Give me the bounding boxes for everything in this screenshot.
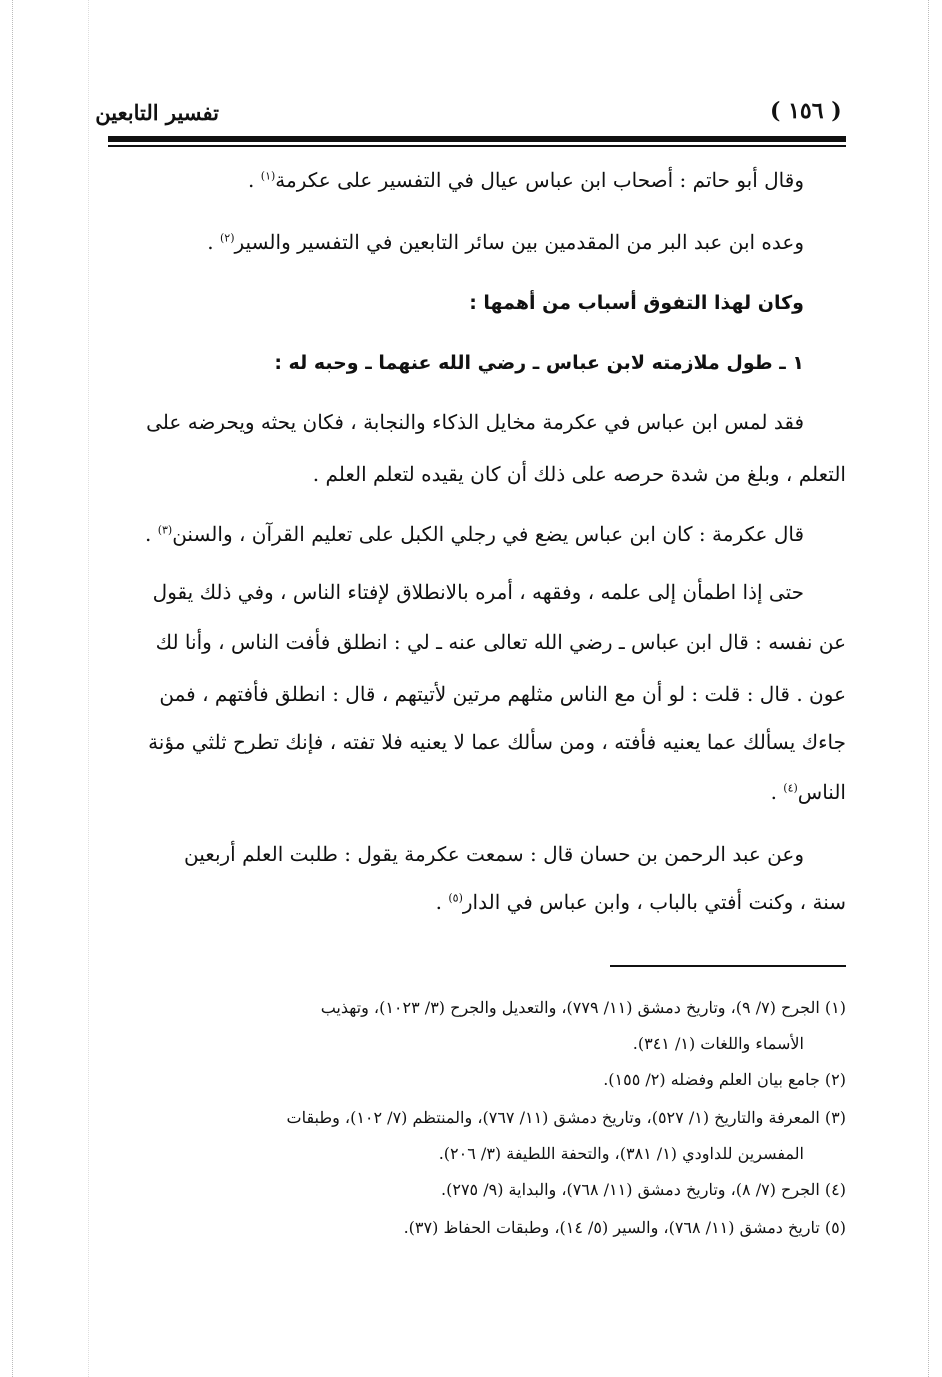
footnote-3-line-1: (٣) المعرفة والتاريخ (١/ ٥٢٧)، وتاريخ دمشق (١١/ ٧٦٧)، والمنتظم (٧/ ١٠٢)، وطبقات — [286, 1108, 846, 1127]
text-line-1: وقال أبو حاتم : أصحاب ابن عباس عيال في التفسير على عكرمة$^{(١)}$ . — [248, 168, 804, 192]
paragraph-3-line-5: الناس$^{(٤)}$ . — [770, 780, 846, 804]
paragraph-3-line-1: حتى إذا اطمأن إلى علمه ، وفقهه ، أمره بالانطلاق لإفتاء الناس ، وفي ذلك يقول — [152, 580, 804, 604]
subsection-heading: ١ ـ طول ملازمته لابن عباس ـ رضي الله عنهما ـ وحبه له : — [274, 352, 804, 374]
paragraph-1-line-2: التعلم ، وبلغ من شدة حرصه على ذلك أن كان يقيده لتعلم العلم . — [312, 462, 846, 486]
footnote-ref-2: (٢) — [220, 231, 235, 245]
paragraph-4-line-2: سنة ، وكنت أفتي بالباب ، وابن عباس في الدار$^{(٥)}$ . — [435, 890, 846, 914]
footnote-5: (٥) تاريخ دمشق (١١/ ٧٦٨)، والسير (٥/ ١٤)، وطبقات الحفاظ (٣٧). — [403, 1218, 846, 1237]
scan-margin-right — [928, 0, 931, 1377]
paragraph-3-line-4: جاءك يسألك عما يعنيه فأفته ، ومن سألك عما لا يعنيه فلا تفته ، فإنك تطرح ثلثي مؤنة — [148, 730, 846, 754]
footnote-ref-1: (١) — [260, 169, 276, 183]
page-number: ( ١٥٦ ) — [770, 98, 842, 124]
footnote-ref-3: (٣) — [157, 523, 173, 537]
paragraph-4-line-1: وعن عبد الرحمن بن حسان قال : سمعت عكرمة يقول : طلبت العلم أربعين — [184, 842, 804, 866]
footnote-1-line-1: (١) الجرح (٧/ ٩)، وتاريخ دمشق (١١/ ٧٧٩)، والتعديل والجرح (٣/ ١٠٢٣)، وتهذيب — [320, 998, 846, 1017]
footnote-ref-4: (٤) — [783, 781, 798, 795]
section-heading: وكان لهذا التفوق أسباب من أهمها : — [469, 292, 804, 314]
paragraph-1-line-1: فقد لمس ابن عباس في عكرمة مخايل الذكاء والنجابة ، فكان يحثه ويحرضه على — [146, 410, 804, 434]
running-title: تفسير التابعين — [95, 100, 219, 125]
paragraph-3-line-2: عن نفسه : قال ابن عباس ـ رضي الله تعالى عنه ـ لي : انطلق فأفت الناس ، وأنا لك — [155, 630, 846, 654]
scan-margin-left — [12, 0, 15, 1377]
text-line-2: وعده ابن عبد البر من المقدمين بين سائر التابعين في التفسير والسير$^{(٢)}$ . — [207, 230, 804, 254]
footnote-1-line-2: الأسماء واللغات (١/ ٣٤١). — [632, 1034, 804, 1053]
paragraph-3-line-3: عون . قال : قلت : لو أن مع الناس مثلهم مرتين لأتيتهم ، قال : انطلق فأفتهم ، فمن — [159, 682, 846, 706]
footnote-separator — [610, 965, 846, 967]
scan-margin-guide — [88, 0, 91, 1377]
header-rule-thin — [108, 145, 846, 147]
footnote-ref-5: (٥) — [448, 891, 463, 905]
footnote-3-line-2: المفسرين للداودي (١/ ٣٨١)، والتحفة اللطيفة (٣/ ٢٠٦). — [438, 1144, 804, 1163]
footnote-4: (٤) الجرح (٧/ ٨)، وتاريخ دمشق (١١/ ٧٦٨)، والبداية (٩/ ٢٧٥). — [441, 1180, 846, 1199]
paragraph-2-line: قال عكرمة : كان ابن عباس يضع في رجلي الكبل على تعليم القرآن ، والسنن$^{(٣)}$ . — [144, 522, 804, 546]
header-rule-thick — [108, 136, 846, 142]
footnote-2: (٢) جامع بيان العلم وفضله (٢/ ١٥٥). — [603, 1070, 846, 1089]
